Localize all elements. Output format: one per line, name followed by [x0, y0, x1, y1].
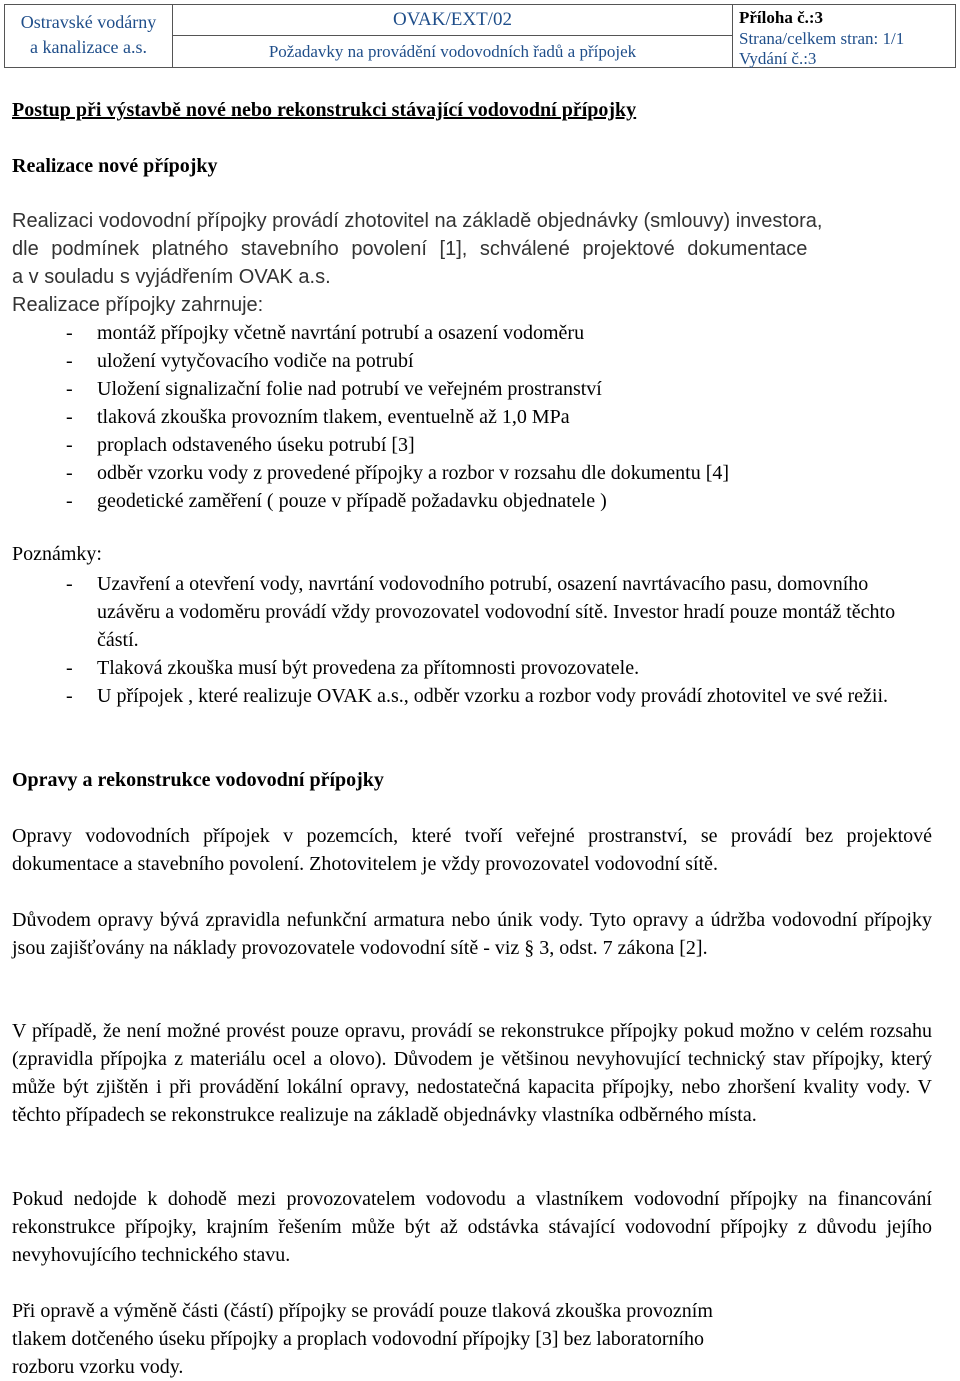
- paragraph-line: rozboru vzorku vody.: [12, 1356, 184, 1378]
- paragraph-financing: Pokud nedojde k dohodě mezi provozovatelem vodovodu a vlastníkem vodovodní přípojky na financování rekonstrukce přípojky, krajním řešením může být až odstávka stávající vodovodní přípojky z důvodu jejího nevyhovujícího technického stavu.: [12, 1188, 932, 1266]
- includes-label: Realizace přípojky zahrnuje:: [12, 294, 264, 316]
- list-item: - montáž přípojky včetně navrtání potrubí a osazení vodoměru: [66, 322, 585, 344]
- document-meta-cell: [733, 5, 955, 67]
- company-name-line1: Ostravské vodárny: [20, 12, 157, 32]
- notes-label: Poznámky:: [12, 543, 102, 565]
- section-heading-repairs: Opravy a rekonstrukce vodovodní přípojky: [12, 769, 384, 791]
- list-item: - U přípojek , které realizuje OVAK a.s., odběr vzorku a rozbor vody provádí zhotovitel ve své režii.: [66, 685, 889, 707]
- intro-line: Realizaci vodovodní přípojky provádí zhotovitel na základě objednávky (smlouvy) investora,: [12, 210, 823, 232]
- paragraph-line: tlakem dotčeného úseku přípojky a proplach vodovodní přípojky [3] bez laboratorního: [12, 1328, 705, 1350]
- paragraph-reconstruction: V případě, že není možné provést pouze opravu, provádí se rekonstrukce přípojky pokud možno v celém rozsahu (zpravidla přípojka z materiálu ocel a olovo). Důvodem je většinou nevyhovující technický stav přípojky, který může být zjištěn i při provádění lokální opravy, nedostatečná kapacita přípojky, nebo zhoršení kvality vody. V těchto případech se rekonstrukce realizuje na základě objednávky vlastníka odběrného místa.: [12, 1020, 932, 1126]
- page-title: Postup při výstavbě nové nebo rekonstrukci stávající vodovodní přípojky: [12, 99, 637, 121]
- list-item: - Uložení signalizační folie nad potrubí ve veřejném prostranství: [66, 378, 602, 400]
- paragraph-part-replacement: [12, 1297, 932, 1381]
- paragraph-line: Při opravě a výměně části (částí) přípojky se provádí pouze tlaková zkouška provozním: [12, 1300, 713, 1322]
- list-item: - Tlaková zkouška musí být provedena za přítomnosti provozovatele.: [66, 657, 640, 679]
- list-item: - proplach odstaveného úseku potrubí [3]: [66, 434, 415, 456]
- document-id-cell: [173, 5, 733, 67]
- list-item: - tlaková zkouška provozním tlakem, eventuelně až 1,0 MPa: [66, 406, 570, 428]
- list-item: - uložení vytyčovacího vodiče na potrubí: [66, 350, 414, 372]
- page-count: Strana/celkem stran: 1/1: [739, 29, 905, 48]
- includes-list: [12, 319, 932, 515]
- edition-number: Vydání č.:3: [739, 49, 817, 68]
- section-heading-new-connection: Realizace nové přípojky: [12, 155, 218, 177]
- company-cell: [5, 5, 173, 67]
- list-item: - Uzavření a otevření vody, navrtání vodovodního potrubí, osazení navrtávacího pasu, domovního uzávěru a vodoměru provádí vždy provozovatel vodovodní sítě. Investor hradí pouze montáž těchto částí.: [66, 573, 896, 651]
- intro-paragraph: [12, 207, 932, 319]
- appendix-label: Příloha č.:3: [739, 8, 824, 27]
- paragraph-repairs-2: Důvodem opravy bývá zpravidla nefunkční armatura nebo únik vody. Tyto opravy a údržba vodovodní přípojky jsou zajišťovány na náklady provozovatele vodovodní sítě - viz § 3, odst. 7 zákona [2].: [12, 909, 932, 959]
- intro-line: a v souladu s vyjádřením OVAK a.s.: [12, 266, 331, 288]
- intro-line: dle podmínek platného stavebního povolení [1], schválené projektové dokumentace: [12, 238, 808, 260]
- notes-list: [12, 570, 932, 710]
- list-item: - odběr vzorku vody z provedené přípojky a rozbor v rozsahu dle dokumentu [4]: [66, 462, 730, 484]
- document-title: Požadavky na provádění vodovodních řadů a přípojek: [268, 41, 637, 61]
- document-header: [4, 4, 956, 68]
- list-item: - geodetické zaměření ( pouze v případě požadavku objednatele ): [66, 490, 607, 512]
- paragraph-repairs-1: Opravy vodovodních přípojek v pozemcích, které tvoří veřejné prostranství, se provádí bez projektové dokumentace a stavebního povolení. Zhotovitelem je vždy provozovatel vodovodní sítě.: [12, 825, 932, 875]
- document-code: OVAK/EXT/02: [393, 9, 512, 30]
- company-name-line2: a kanalizace a.s.: [30, 37, 147, 57]
